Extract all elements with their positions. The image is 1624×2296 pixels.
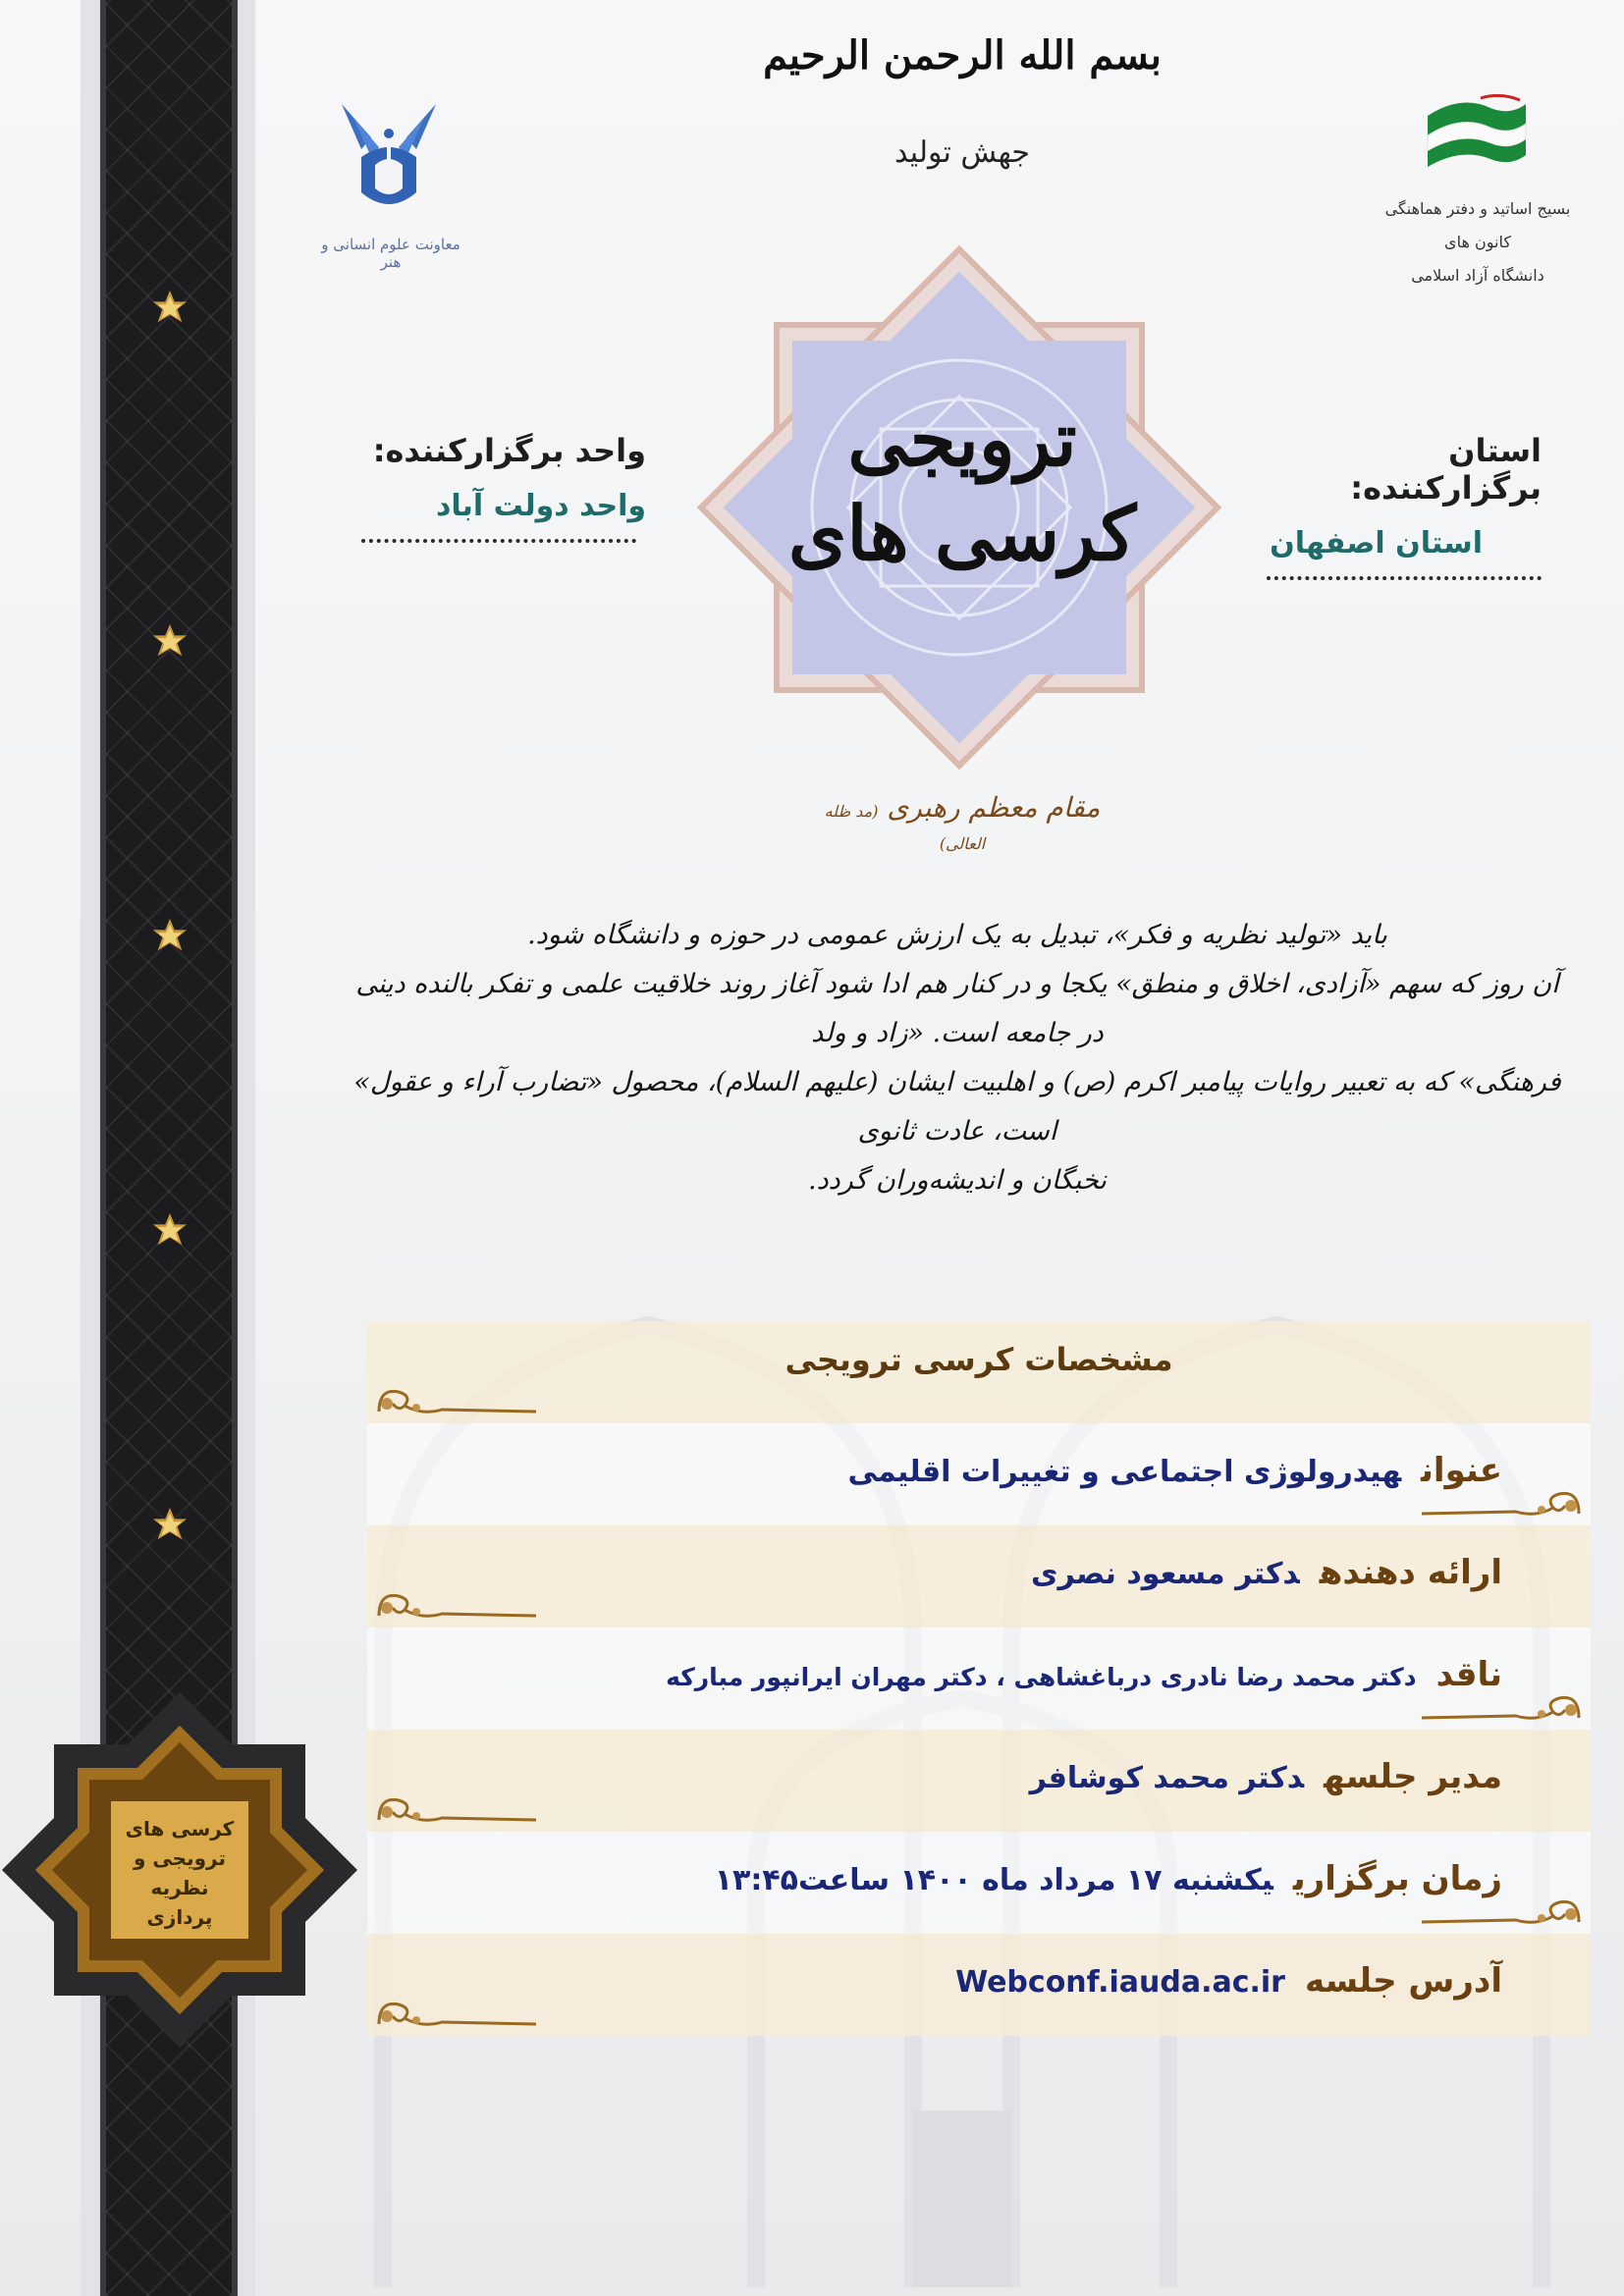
specs-heading: مشخصات کرسی ترویجی xyxy=(785,1341,1173,1378)
specs-panel xyxy=(367,1321,1591,2036)
flourish-icon xyxy=(373,1586,540,1626)
logo-right-caption xyxy=(1375,192,1581,293)
flourish-icon xyxy=(373,1790,540,1830)
organizer-unit-title: واحد برگزارکننده: xyxy=(372,432,646,469)
spec-value: دکتر محمد رضا نادری درباغشاهی ، دکتر مهران ایرانپور مبارکه xyxy=(666,1663,1417,1691)
spec-value: دکتر محمد کوشافر xyxy=(1029,1761,1305,1795)
logo-right-caption-line: بسیج اساتید و دفتر هماهنگی کانون های xyxy=(1384,199,1571,251)
center-emblem-line: کرسی های xyxy=(787,490,1137,577)
spec-label: عنوان xyxy=(1421,1451,1502,1490)
quote-line: آن روز که سهم «آزادی، اخلاق و منطق» یکجا و در کنار هم ادا شود آغاز روند خلاقیت علمی و تفکر بالنده دینی در جامعه است. «زاد و ولد xyxy=(355,969,1559,1048)
side-emblem-line: ترویجی و xyxy=(134,1846,226,1870)
spec-field xyxy=(666,1655,1502,1694)
leader-honorific: (مد ظله العالی) xyxy=(824,802,986,853)
quote-line: نخبگان و اندیشه‌وران گردد. xyxy=(808,1165,1107,1196)
svg-text:بسم الله الرحمن الرحیم: بسم الله الرحمن الرحیم xyxy=(763,32,1162,79)
specs-heading-row xyxy=(367,1321,1591,1423)
organizer-province-title: استان برگزارکننده: xyxy=(1350,432,1542,507)
gold-star-icon xyxy=(151,1213,189,1251)
dotted-divider xyxy=(1267,576,1542,580)
spec-field xyxy=(1030,1757,1502,1796)
spec-row xyxy=(367,1628,1591,1730)
spec-row xyxy=(367,1423,1591,1525)
organizer-unit-value: واحد دولت آباد xyxy=(435,489,646,523)
spec-field xyxy=(848,1451,1502,1490)
basij-flag-icon xyxy=(1422,94,1532,167)
spec-label: ارائه دهنده xyxy=(1319,1553,1502,1592)
leader-quote xyxy=(344,911,1571,1205)
side-emblem-line: کرسی های xyxy=(125,1817,235,1841)
leader-name: مقام معظم رهبری xyxy=(887,791,1101,824)
quote-line: باید «تولید نظریه و فکر»، تبدیل به یک ارزش عمومی در حوزه و دانشگاه شود. xyxy=(527,920,1387,950)
gold-star-icon xyxy=(151,919,189,956)
logo-left-caption: معاونت علوم انسانی و هنر xyxy=(321,236,460,271)
spec-label: مدیر جلسه xyxy=(1324,1757,1502,1796)
spec-label: ناقد xyxy=(1435,1655,1502,1694)
logo-right-caption-line: دانشگاه آزاد اسلامی xyxy=(1411,266,1544,285)
gold-star-icon xyxy=(151,624,189,662)
gold-star-icon xyxy=(151,291,189,328)
spec-field xyxy=(1031,1553,1502,1592)
flourish-icon xyxy=(1418,1893,1585,1932)
spec-value: دکتر مسعود نصری xyxy=(1030,1557,1300,1591)
flourish-icon xyxy=(373,1382,540,1421)
organizer-province-value: استان اصفهان xyxy=(1270,526,1483,561)
spec-label: زمان برگزاری xyxy=(1292,1859,1502,1898)
university-logo-icon xyxy=(332,98,446,216)
basmala-calligraphy xyxy=(763,18,1162,86)
dotted-divider xyxy=(361,539,636,543)
side-emblem-text xyxy=(116,1814,244,1932)
organizer-province-block xyxy=(1267,432,1542,580)
spec-label: آدرس جلسه xyxy=(1304,1961,1502,2001)
spec-row xyxy=(367,1832,1591,1934)
flourish-icon xyxy=(1418,1484,1585,1523)
spec-row xyxy=(367,1525,1591,1628)
spec-row xyxy=(367,1934,1591,2036)
spec-value: یکشنبه ۱۷ مرداد ماه ۱۴۰۰ ساعت۱۳:۴۵ xyxy=(714,1863,1273,1897)
center-emblem-line: ترویجی xyxy=(847,396,1077,483)
spec-row xyxy=(367,1730,1591,1832)
center-emblem-title xyxy=(785,393,1139,581)
meeting-url[interactable]: Webconf.iauda.ac.ir xyxy=(955,1965,1285,2000)
quote-line: فرهنگی» که به تعبیر روایات پیامبر اکرم (ص) و اهلبیت ایشان (علیهم السلام)، محصول «تضارب آراء و عقول» است، عادت ثانوی xyxy=(353,1067,1561,1147)
leader-title xyxy=(805,791,1119,856)
flourish-icon xyxy=(1418,1688,1585,1728)
spec-field xyxy=(955,1961,1502,2001)
side-emblem-line: نظریه xyxy=(150,1876,209,1899)
flourish-icon xyxy=(373,1995,540,2034)
spec-field xyxy=(715,1859,1502,1898)
gold-star-icon xyxy=(151,1508,189,1545)
movement-slogan: جهش تولید xyxy=(894,135,1030,170)
side-emblem-line: پردازی xyxy=(146,1905,213,1929)
organizer-unit-block xyxy=(361,432,646,543)
spec-value: هیدرولوژی اجتماعی و تغییرات اقلیمی xyxy=(847,1455,1402,1489)
